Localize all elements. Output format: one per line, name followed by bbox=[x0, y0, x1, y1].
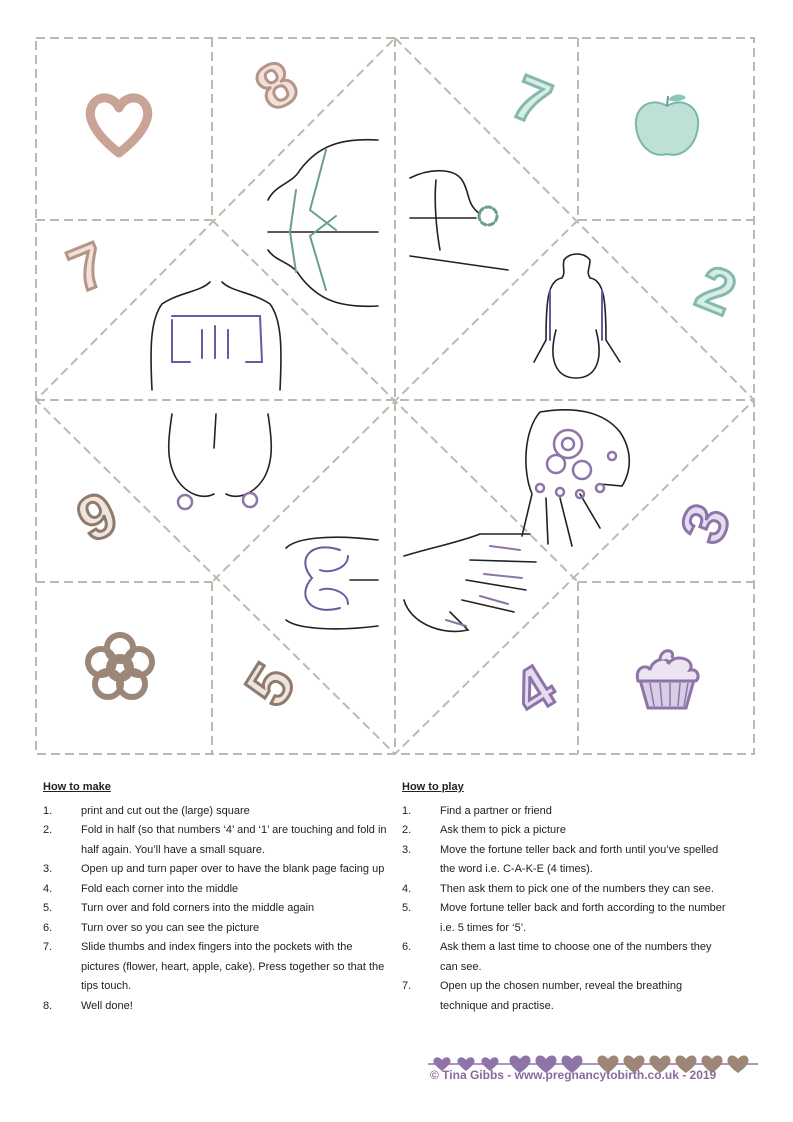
sacrum-diagram bbox=[286, 537, 378, 629]
back-massage-diagram bbox=[268, 140, 378, 307]
buttocks-diagram bbox=[169, 414, 272, 509]
lower-back-diagram bbox=[410, 171, 508, 270]
list-item: 7. Slide thumbs and index fingers into the pockets with the pictures (flower, heart, apple, cake). Press together so that the tips touch. bbox=[43, 941, 385, 992]
number-7: 7 bbox=[58, 229, 117, 307]
number-2: 2 bbox=[687, 252, 746, 330]
number-5: 5 bbox=[232, 652, 310, 719]
flower-icon bbox=[88, 635, 152, 697]
footer-credit: © Tina Gibbs - www.pregnancytobirth.co.uk - 2019 bbox=[430, 1068, 717, 1082]
cupcake-icon bbox=[637, 651, 698, 708]
chest-massage-diagram bbox=[151, 282, 281, 390]
list-item: 6. Ask them a last time to choose one of the numbers they can see. bbox=[402, 941, 712, 973]
how-to-make-section bbox=[43, 778, 388, 1016]
how-to-play-title: How to play bbox=[402, 781, 464, 793]
number-4: 4 bbox=[501, 652, 568, 729]
list-item: 1. Find a partner or friend bbox=[402, 804, 552, 817]
hand-diagram bbox=[404, 534, 536, 631]
number-8: 8 bbox=[244, 47, 309, 125]
heart-icon bbox=[90, 98, 147, 153]
back-figure-diagram bbox=[534, 254, 620, 378]
list-item: 8. Well done! bbox=[43, 999, 133, 1012]
list-item: 3. Move the fortune teller back and forth until you’ve spelled the word i.e. C-A-K-E (4 times). bbox=[402, 843, 719, 875]
list-item: 2. Fold in half (so that numbers ‘4’ and ‘1’ are touching and fold in half again. You’ll have a small square. bbox=[43, 824, 387, 856]
how-to-play-steps bbox=[402, 802, 732, 1017]
list-item: 3. Open up and turn paper over to have the blank page facing up bbox=[43, 863, 385, 875]
list-item: 6. Turn over so you can see the picture bbox=[43, 921, 260, 934]
number-7: 7 bbox=[502, 62, 561, 140]
list-item: 2. Ask them to pick a picture bbox=[402, 824, 566, 836]
number-3: 3 bbox=[667, 494, 745, 553]
how-to-make-title: How to make bbox=[43, 781, 111, 793]
how-to-make-steps bbox=[43, 802, 388, 1017]
list-item: 5. Move fortune teller back and forth according to the number i.e. 5 times for ‘5’. bbox=[402, 902, 726, 934]
palm-diagram bbox=[522, 410, 629, 546]
list-item: 7. Open up the chosen number, reveal the breathing technique and practise. bbox=[402, 980, 683, 1012]
how-to-play-section bbox=[402, 778, 732, 1016]
number-9: 9 bbox=[67, 478, 128, 556]
list-item: 5. Turn over and fold corners into the middle again bbox=[43, 902, 315, 914]
list-item: 4. Then ask them to pick one of the numbers they can see. bbox=[402, 882, 714, 895]
list-item: 4. Fold each corner into the middle bbox=[43, 882, 239, 895]
list-item: 1. print and cut out the (large) square bbox=[43, 804, 250, 817]
apple-icon bbox=[636, 95, 698, 155]
